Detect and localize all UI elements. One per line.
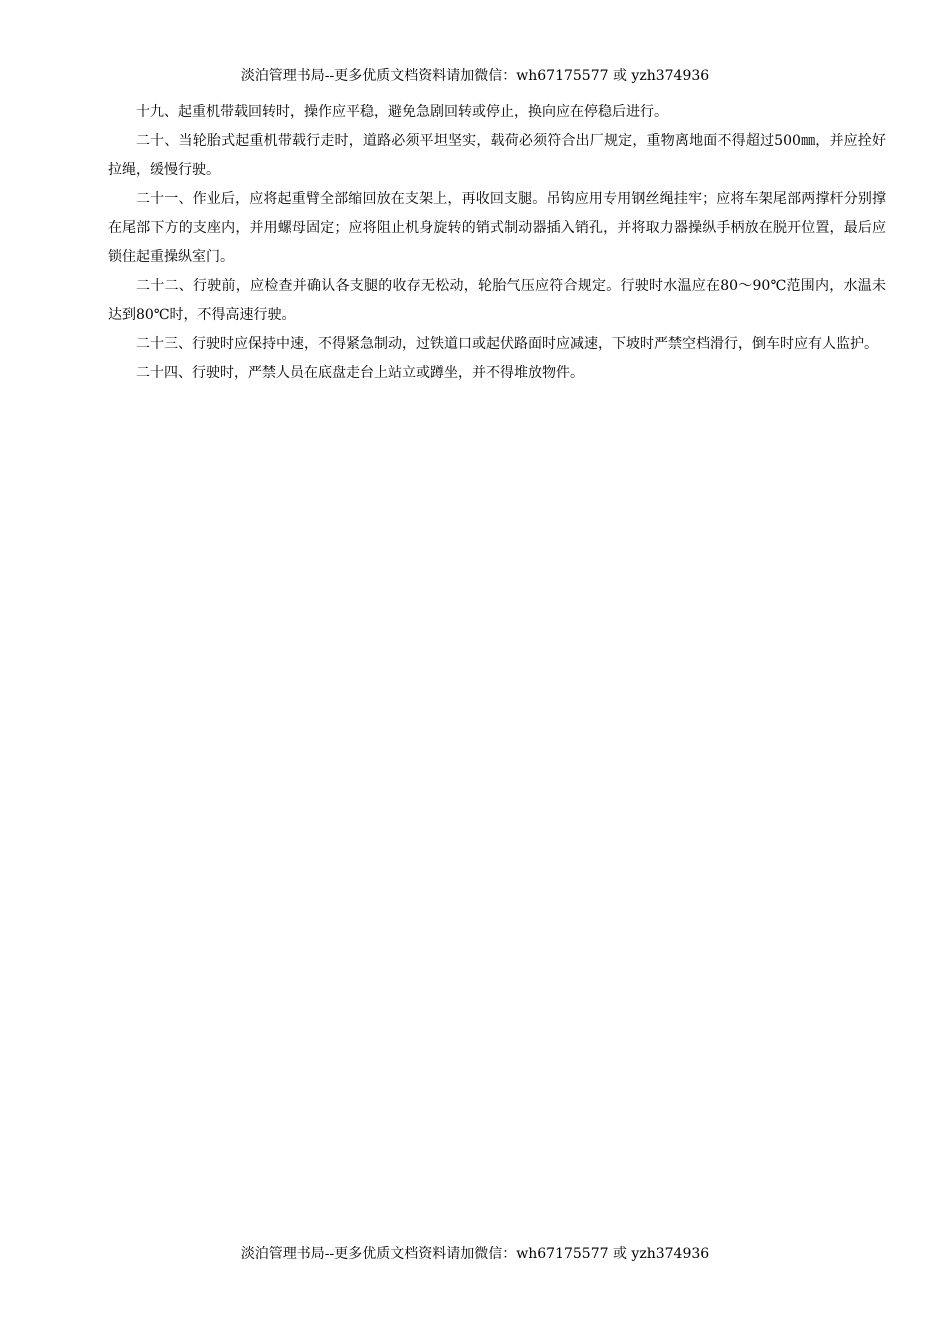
document-body (108, 98, 886, 388)
paragraph-22: 二十二、行驶前，应检查并确认各支腿的收存无松动，轮胎气压应符合规定。行驶时水温应在80～90℃范围内，水温未达到80℃时，不得高速行驶。 (108, 278, 886, 323)
paragraph-23: 二十三、行驶时应保持中速，不得紧急制动，过铁道口或起伏路面时应减速，下坡时严禁空档滑行，倒车时应有人监护。 (136, 336, 878, 352)
page-footer: 淡泊管理书局--更多优质文档资料请加微信：wh67175577 或 yzh374936 (240, 1246, 710, 1262)
paragraph-24: 二十四、行驶时，严禁人员在底盘走台上站立或蹲坐，并不得堆放物件。 (136, 365, 584, 381)
page-header: 淡泊管理书局--更多优质文档资料请加微信：wh67175577 或 yzh374936 (240, 68, 710, 84)
paragraph-20: 二十、当轮胎式起重机带载行走时，道路必须平坦坚实，载荷必须符合出厂规定，重物离地面不得超过500㎜，并应拴好拉绳，缓慢行驶。 (108, 133, 886, 178)
paragraph-21: 二十一、作业后，应将起重臂全部缩回放在支架上，再收回支腿。吊钩应用专用钢丝绳挂牢；应将车架尾部两撑杆分别撑在尾部下方的支座内，并用螺母固定；应将阻止机身旋转的销式制动器插入销孔，并将取力器操纵手柄放在脱开位置，最后应锁住起重操纵室门。 (108, 191, 886, 265)
paragraph-19: 十九、起重机带载回转时，操作应平稳，避免急剧回转或停止，换向应在停稳后进行。 (136, 104, 668, 120)
